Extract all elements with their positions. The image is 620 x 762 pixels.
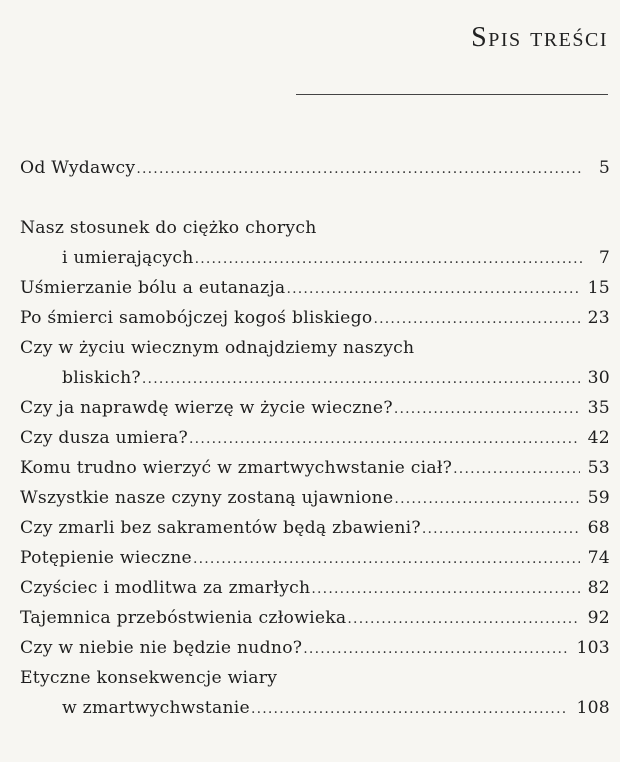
toc-page-number: 74 [587,548,610,568]
dot-leader [193,544,580,573]
dot-leader [251,694,568,723]
toc-page-number: 82 [587,578,610,598]
dot-leader [136,154,582,183]
toc-entry [20,513,610,543]
dot-leader [422,514,580,543]
toc-line [20,273,610,303]
dot-leader [453,454,579,483]
page-title [471,22,608,54]
dot-leader [142,364,580,393]
toc-line [20,663,610,693]
toc-line [20,483,610,513]
toc-page-number: 30 [587,368,610,388]
toc-page-number: 35 [587,398,610,418]
toc-line [20,423,610,453]
toc-line [20,603,610,633]
dot-leader [303,634,568,663]
toc-entry [20,663,610,723]
toc-entry [20,423,610,453]
toc-entry [20,393,610,423]
toc-page-number: 7 [598,248,610,268]
toc-entry [20,633,610,663]
toc-line [20,213,610,243]
toc-line [20,543,610,573]
toc-entry-title: Tajemnica przebóstwienia człowieka [20,608,347,628]
toc-entry [20,333,610,393]
toc-entry-title-continued: w zmartwychwstanie [62,698,250,718]
dot-leader [195,244,582,273]
toc-entry [20,543,610,573]
toc-line [20,633,610,663]
toc-entry-title-continued: i umierających [62,248,194,268]
toc-page-number: 42 [587,428,610,448]
toc-line [20,693,610,723]
toc-entry [20,573,610,603]
dot-leader [394,484,579,513]
toc-page-number: 108 [576,698,610,718]
toc-page-number: 15 [587,278,610,298]
title-text: Spis treści [471,22,608,53]
toc-entry-title: Etyczne konsekwencje wiary [20,668,278,688]
toc-entry-title: Komu trudno wierzyć w zmartwychwstanie ciał? [20,458,453,478]
toc-page-number: 5 [598,158,610,178]
toc-entry-title: Czy zmarli bez sakramentów będą zbawieni? [20,518,421,538]
toc-line [20,573,610,603]
toc-entry-title: Czy w niebie nie będzie nudno? [20,638,303,658]
table-of-contents [20,153,610,723]
dot-leader [286,274,579,303]
toc-entry-title: Czy ja naprawdę wierzę w życie wieczne? [20,398,393,418]
toc-line [20,363,610,393]
dot-leader [189,424,580,453]
toc-entry-title: Uśmierzanie bólu a eutanazja [20,278,286,298]
toc-line [20,153,610,183]
toc-entry [20,483,610,513]
toc-page-number: 59 [587,488,610,508]
dot-leader [347,604,579,633]
section-gap [20,183,610,213]
toc-line [20,243,610,273]
toc-page-number: 92 [587,608,610,628]
toc-entry [20,453,610,483]
toc-entry [20,273,610,303]
toc-entry [20,303,610,333]
toc-page-number: 103 [576,638,610,658]
dot-leader [394,394,580,423]
toc-page-number: 53 [587,458,610,478]
toc-page-number: 23 [587,308,610,328]
toc-page-number: 68 [587,518,610,538]
toc-line [20,453,610,483]
toc-entry-title: Czyściec i modlitwa za zmarłych [20,578,311,598]
toc-line [20,513,610,543]
toc-entry-title: Czy w życiu wiecznym odnajdziemy naszych [20,338,415,358]
title-rule [296,94,608,95]
toc-entry-title: Nasz stosunek do ciężko chorych [20,218,317,238]
toc-entry [20,603,610,633]
toc-entry-title: Wszystkie nasze czyny zostaną ujawnione [20,488,394,508]
toc-line [20,333,610,363]
toc-entry-title: Czy dusza umiera? [20,428,189,448]
toc-line [20,393,610,423]
toc-line [20,303,610,333]
toc-entry [20,153,610,183]
toc-entry-title-continued: bliskich? [62,368,141,388]
toc-entry-title: Od Wydawcy [20,158,136,178]
toc-entry-title: Po śmierci samobójczej kogoś bliskiego [20,308,373,328]
toc-entry [20,213,610,273]
dot-leader [373,304,579,333]
toc-entry-title: Potępienie wieczne [20,548,192,568]
dot-leader [311,574,579,603]
